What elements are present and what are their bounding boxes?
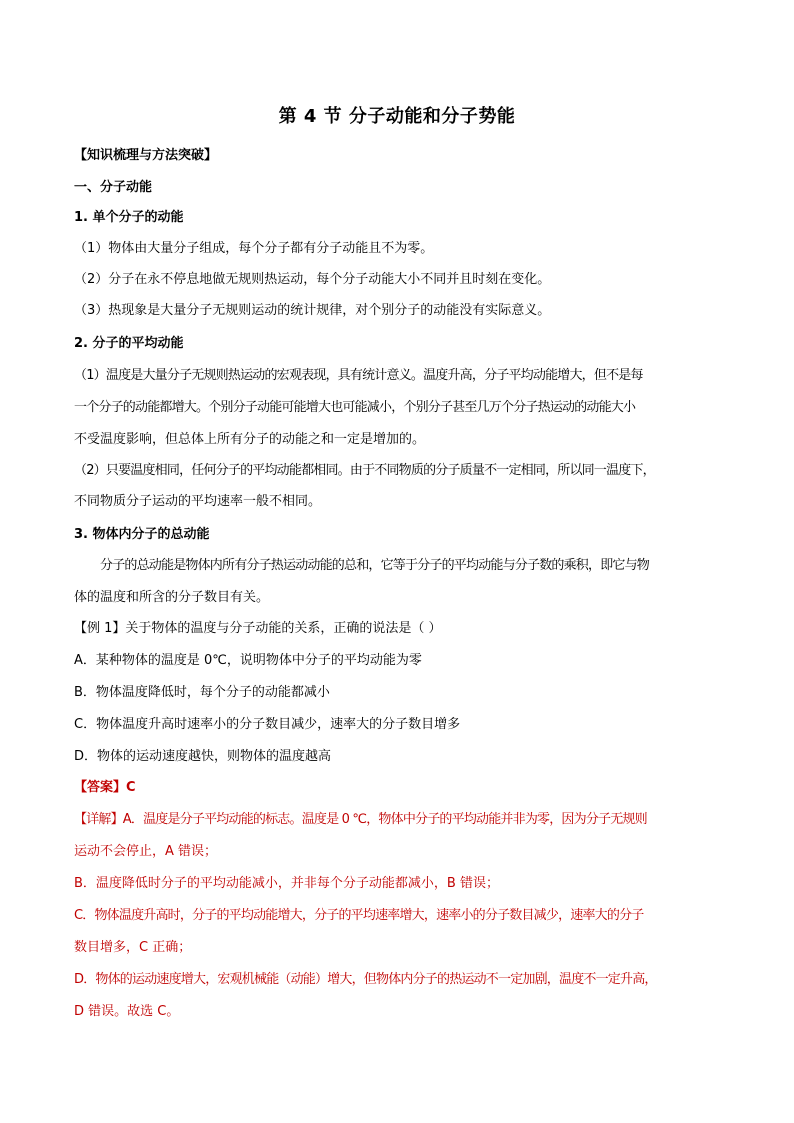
option-d: D．物体的运动速度越快，则物体的温度越高: [74, 749, 332, 764]
explanation-line: D．物体的运动速度增大，宏观机械能（动能）增大，但物体内分子的热运动不一定加剧，温度不一定升高，: [74, 972, 657, 987]
paragraph-line: （3）热现象是大量分子无规则运动的统计规律，对个别分子的动能没有实际意义。: [74, 303, 551, 318]
paragraph-line: （1）物体由大量分子组成，每个分子都有分子动能且不为零。: [74, 241, 434, 256]
paragraph-line: 体的温度和所含的分子数目有关。: [74, 590, 270, 605]
explanation-line: 运动不会停止，A 错误；: [74, 844, 218, 859]
option-b: B．物体温度降低时，每个分子的动能都减小: [74, 685, 330, 700]
subheading: 2. 分子的平均动能: [74, 336, 184, 351]
paragraph-line: 分子的总动能是物体内所有分子热运动动能的总和，它等于分子的平均动能与分子数的乘积，即它与物: [100, 558, 650, 573]
subheading: 3. 物体内分子的总动能: [74, 527, 210, 542]
explanation-line: 【详解】A．温度是分子平均动能的标志。温度是 0 ℃，物体中分子的平均动能并非为零，因为分子无规则: [74, 812, 647, 827]
explanation-line: D 错误。故选 C。: [74, 1004, 180, 1019]
subheading: 1. 单个分子的动能: [74, 210, 184, 225]
explanation-line: C．物体温度升高时，分子的平均动能增大，分子的平均速率增大，速率小的分子数目减少，速率大的分子: [74, 908, 644, 923]
explanation-line: B．温度降低时分子的平均动能减小，并非每个分子动能都减小，B 错误；: [74, 876, 499, 891]
paragraph-line: （1）温度是大量分子无规则热运动的宏观表现，具有统计意义。温度升高，分子平均动能增大，但不是每: [74, 368, 643, 383]
paragraph-line: 不受温度影响，但总体上所有分子的动能之和一定是增加的。: [74, 432, 426, 447]
paragraph-line: 不同物质分子运动的平均速率一般不相同。: [74, 494, 322, 509]
section-heading: 【知识梳理与方法突破】: [74, 148, 218, 163]
section-title: 第 4 节 分子动能和分子势能: [278, 106, 516, 127]
paragraph-line: （2）分子在永不停息地做无规则热运动，每个分子动能大小不同并且时刻在变化。: [74, 272, 551, 287]
heading-level1: 一、分子动能: [74, 180, 153, 195]
paragraph-line: 一个分子的动能都增大。个别分子动能可能增大也可能减小，个别分子甚至几万个分子热运动的动能大小: [74, 400, 636, 415]
example-question: 【例 1】关于物体的温度与分子动能的关系，正确的说法是（ ）: [74, 621, 442, 636]
answer-label: 【答案】C: [74, 780, 136, 795]
paragraph-line: （2）只要温度相同，任何分子的平均动能都相同。由于不同物质的分子质量不一定相同，所以同一温度下，: [74, 463, 655, 478]
option-c: C．物体温度升高时速率小的分子数目减少，速率大的分子数目增多: [74, 717, 461, 732]
explanation-line: 数目增多，C 正确；: [74, 940, 192, 955]
option-a: A．某种物体的温度是 0℃，说明物体中分子的平均动能为零: [74, 653, 422, 668]
